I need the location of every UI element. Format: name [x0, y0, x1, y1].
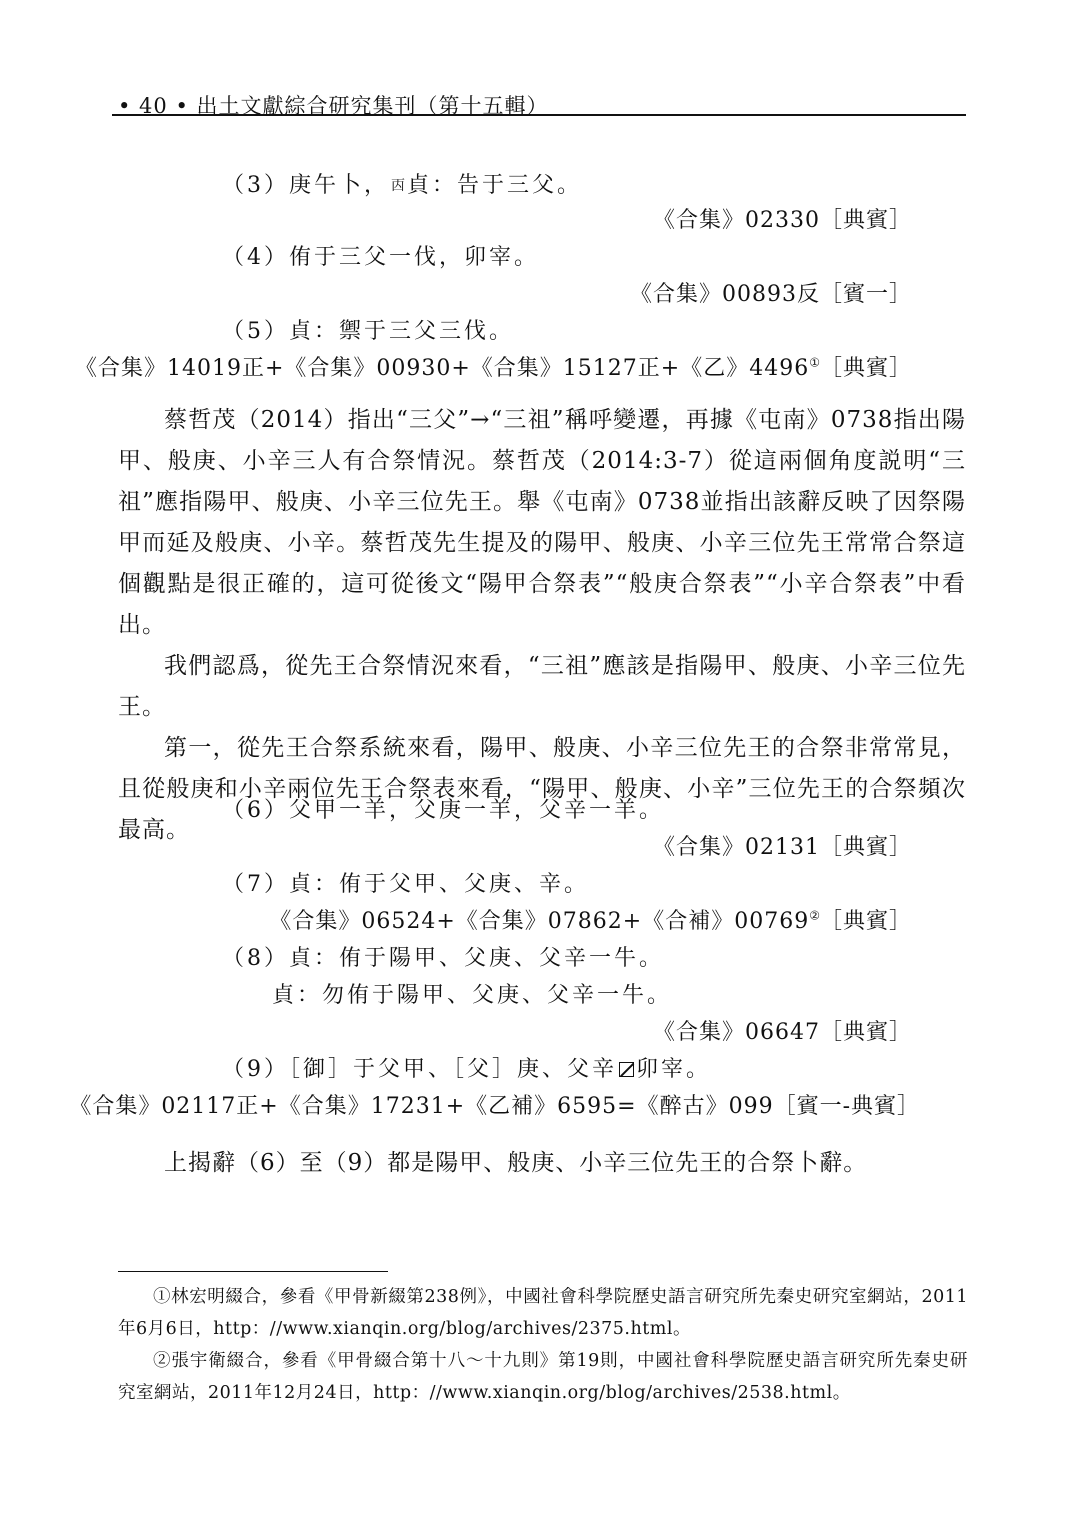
- example-6: （6）父甲一羊，父庚一羊，父辛一羊。: [222, 798, 664, 823]
- example-8: （8）貞：侑于陽甲、父庚、父辛一牛。: [222, 946, 664, 971]
- example-5-source: 《合集》14019正+《合集》00930+《合集》15127正+《乙》4496①［典賓］: [74, 355, 912, 381]
- running-header: • 40 • 出土文獻綜合研究集刊（第十五輯）: [118, 94, 549, 118]
- footnote-rule: [118, 1271, 388, 1272]
- footnote-2: ②張宇衛綴合，參看《甲骨綴合第十八～十九則》第19則，中國社會科學院歷史語言研究所先秦史研究室網站，2011年12月24日，http：//www.xianqin.org/blog/archives/2538.html。: [118, 1351, 968, 1403]
- example-8-source: 《合集》06647［典賓］: [653, 1020, 912, 1045]
- example-9-source: 《合集》02117正+《合集》17231+《乙補》6595=《醉古》099［賓一-典賓］: [69, 1094, 920, 1119]
- example-4-source: 《合集》00893反［賓一］: [630, 282, 912, 307]
- example-3-source: 《合集》02330［典賓］: [653, 208, 912, 233]
- footnotes: [118, 1281, 968, 1409]
- example-4: （4）侑于三父一伐，卯宰。: [222, 245, 539, 270]
- example-6-source: 《合集》02131［典賓］: [653, 835, 912, 860]
- paragraph: 第一，從先王合祭系統來看，陽甲、般庚、小辛三位先王的合祭非常常見，且從般庚和小辛兩位先王合祭表來看，“陽甲、般庚、小辛”三位先王的合祭頻次最高。: [118, 735, 966, 843]
- footnote-1: ①林宏明綴合，參看《甲骨新綴第238例》，中國社會科學院歷史語言研究所先秦史研究室網站，2011年6月6日，http：//www.xianqin.org/blog/archives/2375.html。: [118, 1287, 968, 1339]
- footnote-ref-2: ②: [809, 908, 820, 923]
- example-7-source: 《合集》06524+《合集》07862+《合補》00769②［典賓］: [269, 908, 912, 934]
- example-9: （9）［御］于父甲、［父］庚、父辛 卯宰。: [222, 1057, 712, 1082]
- footnote-ref-1: ①: [809, 355, 820, 370]
- conclusion-paragraph: 上揭辭（6）至（9）都是陽甲、般庚、小辛三位先王的合祭卜辭。: [164, 1150, 868, 1176]
- example-8-line-2: 貞：勿侑于陽甲、父庚、父辛一牛。: [272, 983, 673, 1008]
- paragraph: 我們認爲，從先王合祭情況來看，“三祖”應該是指陽甲、般庚、小辛三位先王。: [118, 653, 966, 720]
- example-3: （3）庚午卜， 㐁貞：告于三父。: [222, 173, 583, 198]
- header-rule: [112, 114, 966, 116]
- missing-character-box-icon: [619, 1062, 634, 1077]
- body-paragraphs: [118, 400, 966, 851]
- paragraph: 蔡哲茂（2014）指出“三父”→“三祖”稱呼變遷，再據《屯南》0738指出陽甲、般庚、小辛三人有合祭情況。蔡哲茂（2014:3-7）從這兩個角度説明“三祖”應指陽甲、般庚、小辛三位先王。舉《屯南》0738並指出該辭反映了因祭陽甲而延及般庚、小辛。蔡哲茂先生提及的陽甲、般庚、小辛三位先王常常合祭這個觀點是很正確的，這可從後文“陽甲合祭表”“般庚合祭表”“小辛合祭表”中看出。: [118, 407, 966, 638]
- example-7: （7）貞：侑于父甲、父庚、辛。: [222, 872, 589, 897]
- oracle-glyph-icon: 㐁: [391, 178, 405, 194]
- example-5: （5）貞：禦于三父三伐。: [222, 319, 514, 344]
